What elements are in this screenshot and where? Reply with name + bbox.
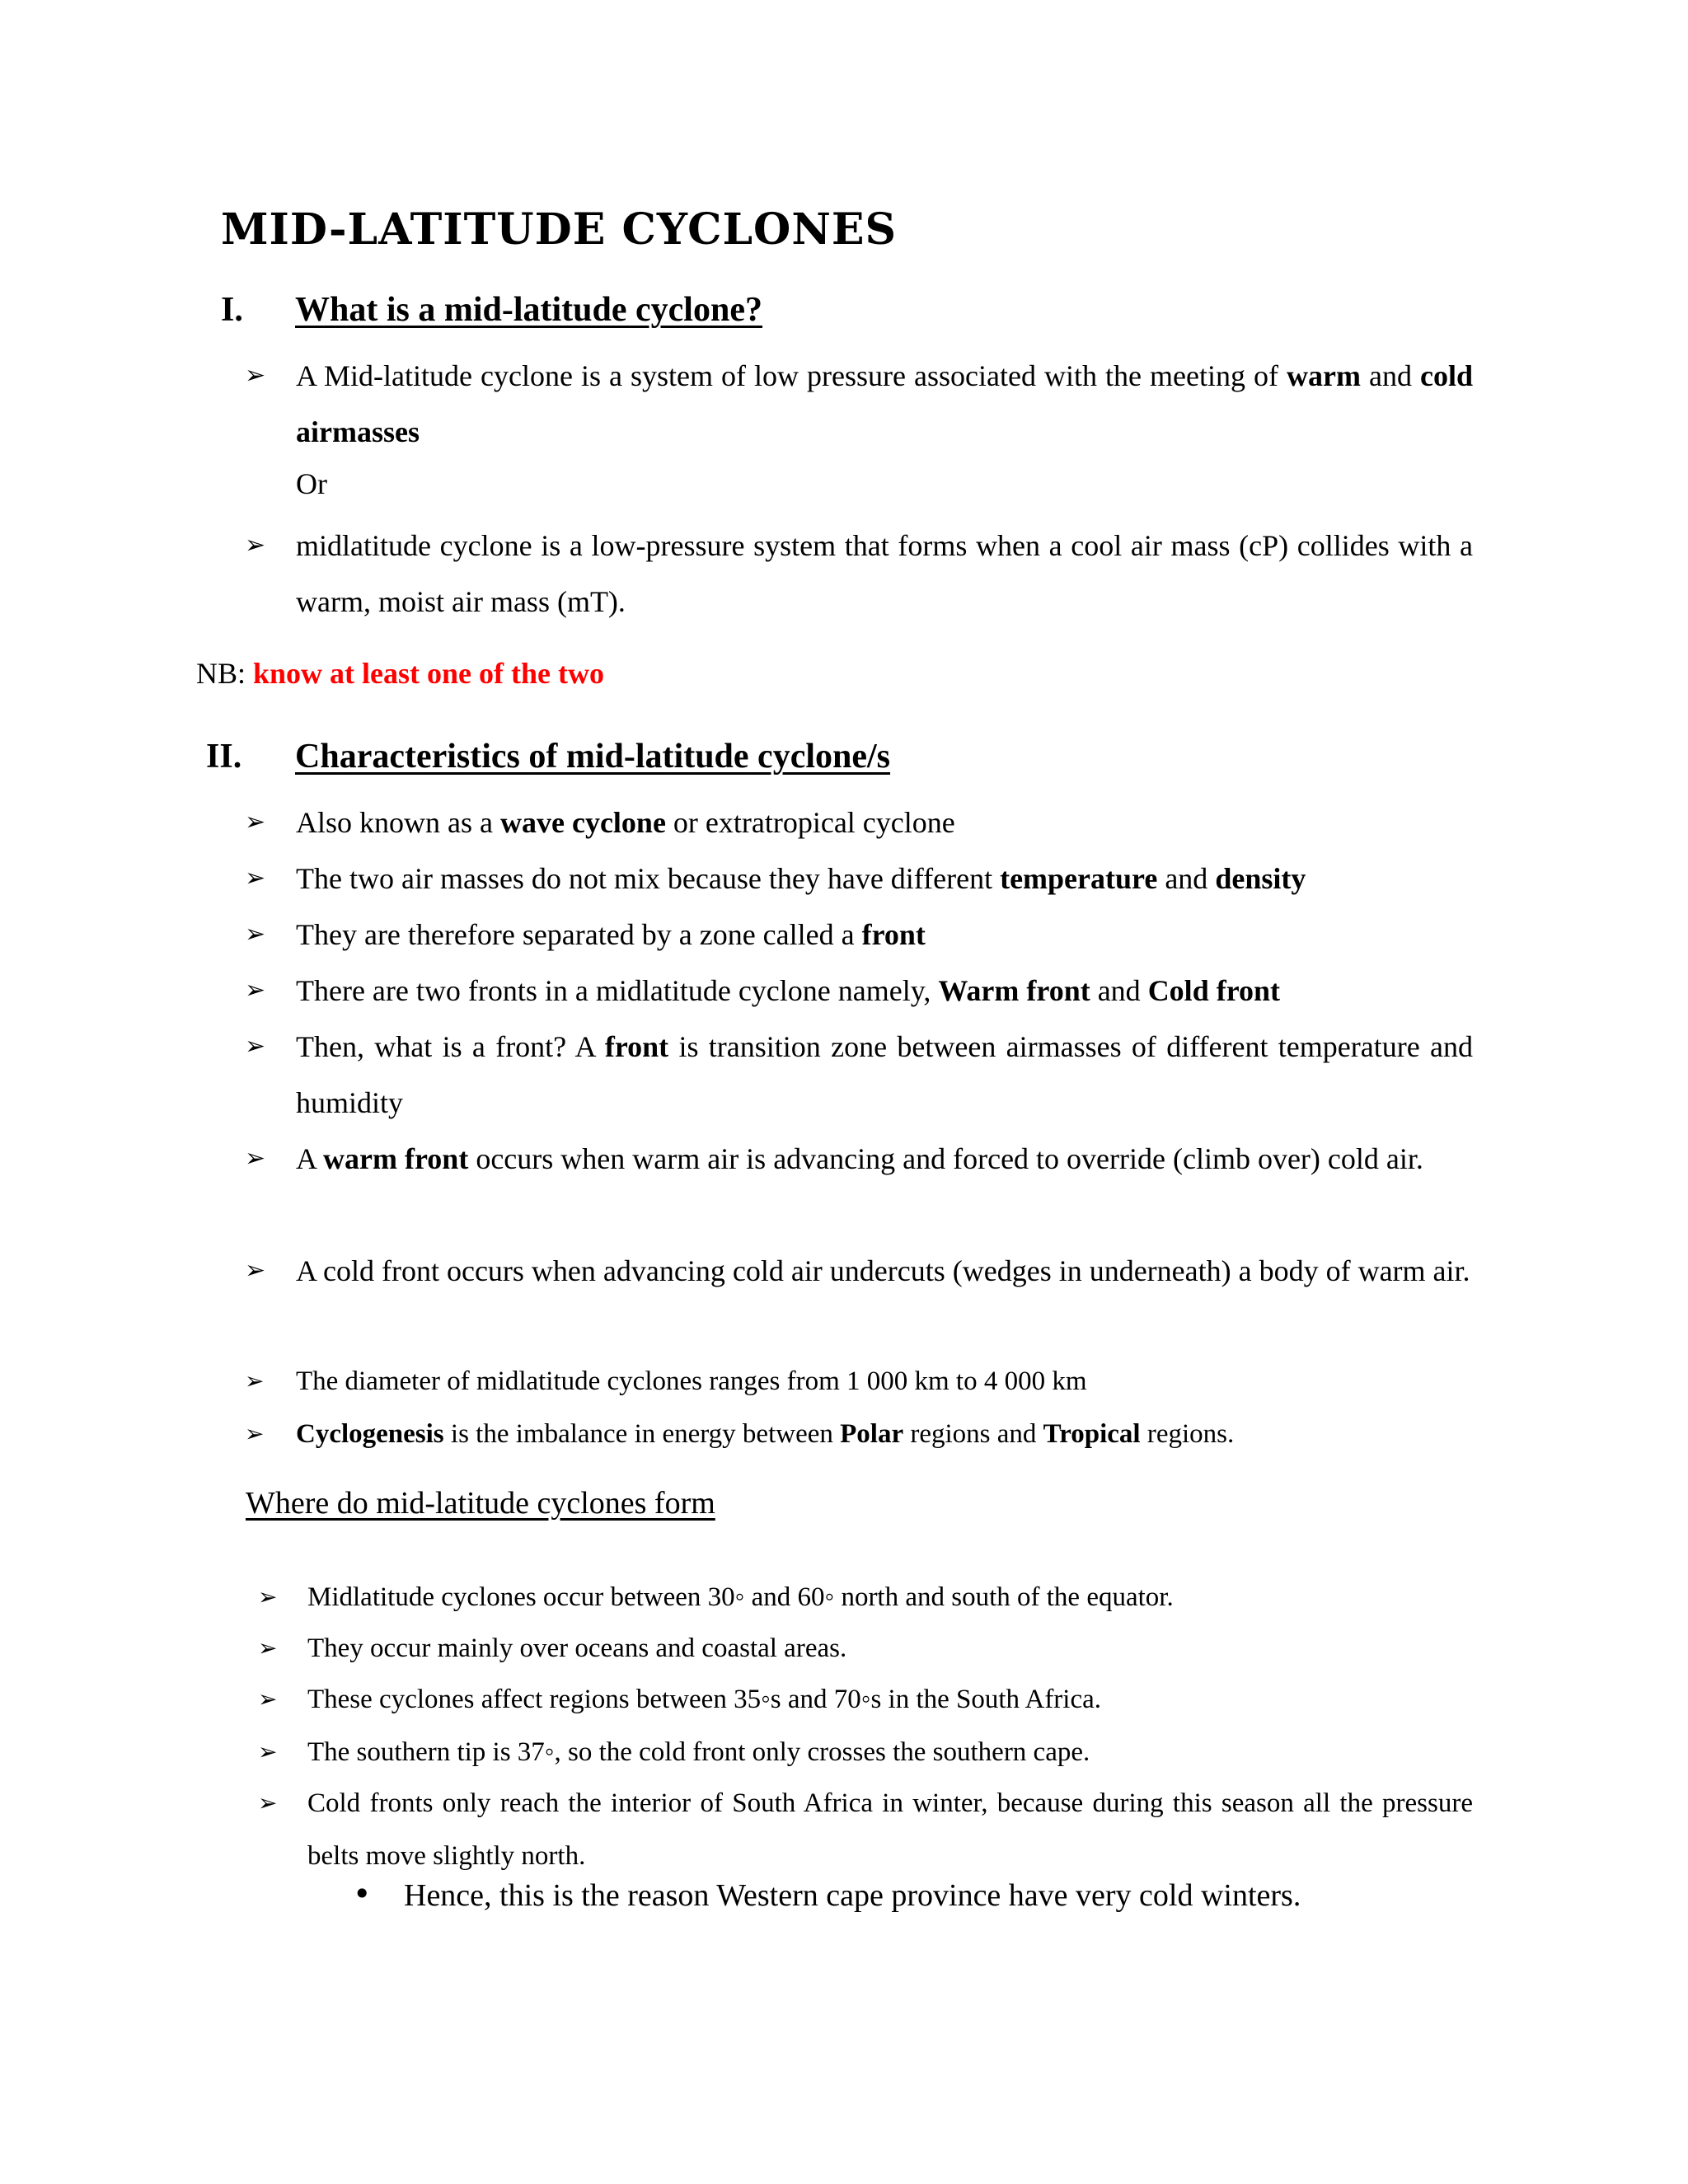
arrow-bullet-icon: ➢ [245,1420,265,1447]
arrow-bullet-icon: ➢ [245,531,266,560]
list-item: ➢ Cyclogenesis is the imbalance in energy between Polar regions and Tropical regions. [245,1408,1473,1460]
list-item: ➢ These cyclones affect regions between 35◦s and 70◦s in the South Africa. [258,1673,1473,1726]
list-item-text: A Mid-latitude cyclone is a system of low pressure associated with the meeting of warm and cold airmasses [296,359,1474,448]
list-item: ➢ The southern tip is 37◦, so the cold front only crosses the southern cape. [258,1726,1473,1779]
sub-bullet-item: • Hence, this is the reason Western cape province have very cold winters. [353,1876,1301,1913]
arrow-bullet-icon: ➢ [245,1256,266,1285]
arrow-bullet-icon: ➢ [245,1144,266,1173]
page-title: MID-LATITUDE CYCLONES [221,204,898,255]
arrow-bullet-icon: ➢ [245,361,266,390]
arrow-bullet-icon: ➢ [245,1367,265,1394]
dot-bullet-icon: • [353,1876,372,1912]
list-item: ➢ They are therefore separated by a zone called a front [245,907,1473,963]
list-item: ➢ Also known as a wave cyclone or extratropical cyclone [245,794,1473,851]
section-2-number: II. [206,738,242,776]
arrow-bullet-icon: ➢ [245,976,266,1005]
list-item: ➢ A warm front occurs when warm air is advancing and forced to override (climb over) cold air. [245,1131,1473,1187]
section-1-title: What is a mid-latitude cyclone? [295,291,762,329]
list-item: ➢ The two air masses do not mix because they have different temperature and density [245,851,1473,907]
section-1-number: I. [221,291,243,329]
nb-text: know at least one of the two [253,657,604,690]
arrow-bullet-icon: ➢ [258,1685,278,1713]
arrow-bullet-icon: ➢ [245,864,266,893]
list-item-definition-1 [245,348,1473,460]
or-separator: Or [296,467,327,500]
arrow-bullet-icon: ➢ [258,1634,278,1661]
section-2-title: Characteristics of mid-latitude cyclone/s [295,738,891,776]
arrow-bullet-icon: ➢ [245,1032,266,1061]
list-item: ➢ They occur mainly over oceans and coastal areas. [258,1622,1473,1675]
arrow-bullet-icon: ➢ [245,808,266,837]
section-3-heading: Where do mid-latitude cyclones form [246,1486,715,1521]
list-item: ➢ Midlatitude cyclones occur between 30◦ and 60◦ north and south of the equator. [258,1571,1473,1624]
list-item-text: midlatitude cyclone is a low-pressure system that forms when a cool air mass (cP) collides with a warm, moist air mass (mT). [296,529,1473,618]
arrow-bullet-icon: ➢ [258,1789,278,1816]
list-item: ➢ Then, what is a front? A front is transition zone between airmasses of different temperature and humidity [245,1019,1473,1131]
arrow-bullet-icon: ➢ [258,1583,278,1610]
arrow-bullet-icon: ➢ [245,920,266,949]
list-item: ➢ A cold front occurs when advancing cold air undercuts (wedges in underneath) a body of warm air. [245,1243,1473,1299]
list-item-definition-2 [245,518,1473,630]
nb-note [196,656,604,691]
list-item: ➢ Cold fronts only reach the interior of South Africa in winter, because during this season all the pressure belts move slightly north. [258,1777,1473,1882]
list-item: ➢ There are two fronts in a midlatitude cyclone namely, Warm front and Cold front [245,963,1473,1019]
nb-label: NB: [196,657,254,690]
arrow-bullet-icon: ➢ [258,1738,278,1765]
list-item: ➢ The diameter of midlatitude cyclones ranges from 1 000 km to 4 000 km [245,1355,1473,1408]
